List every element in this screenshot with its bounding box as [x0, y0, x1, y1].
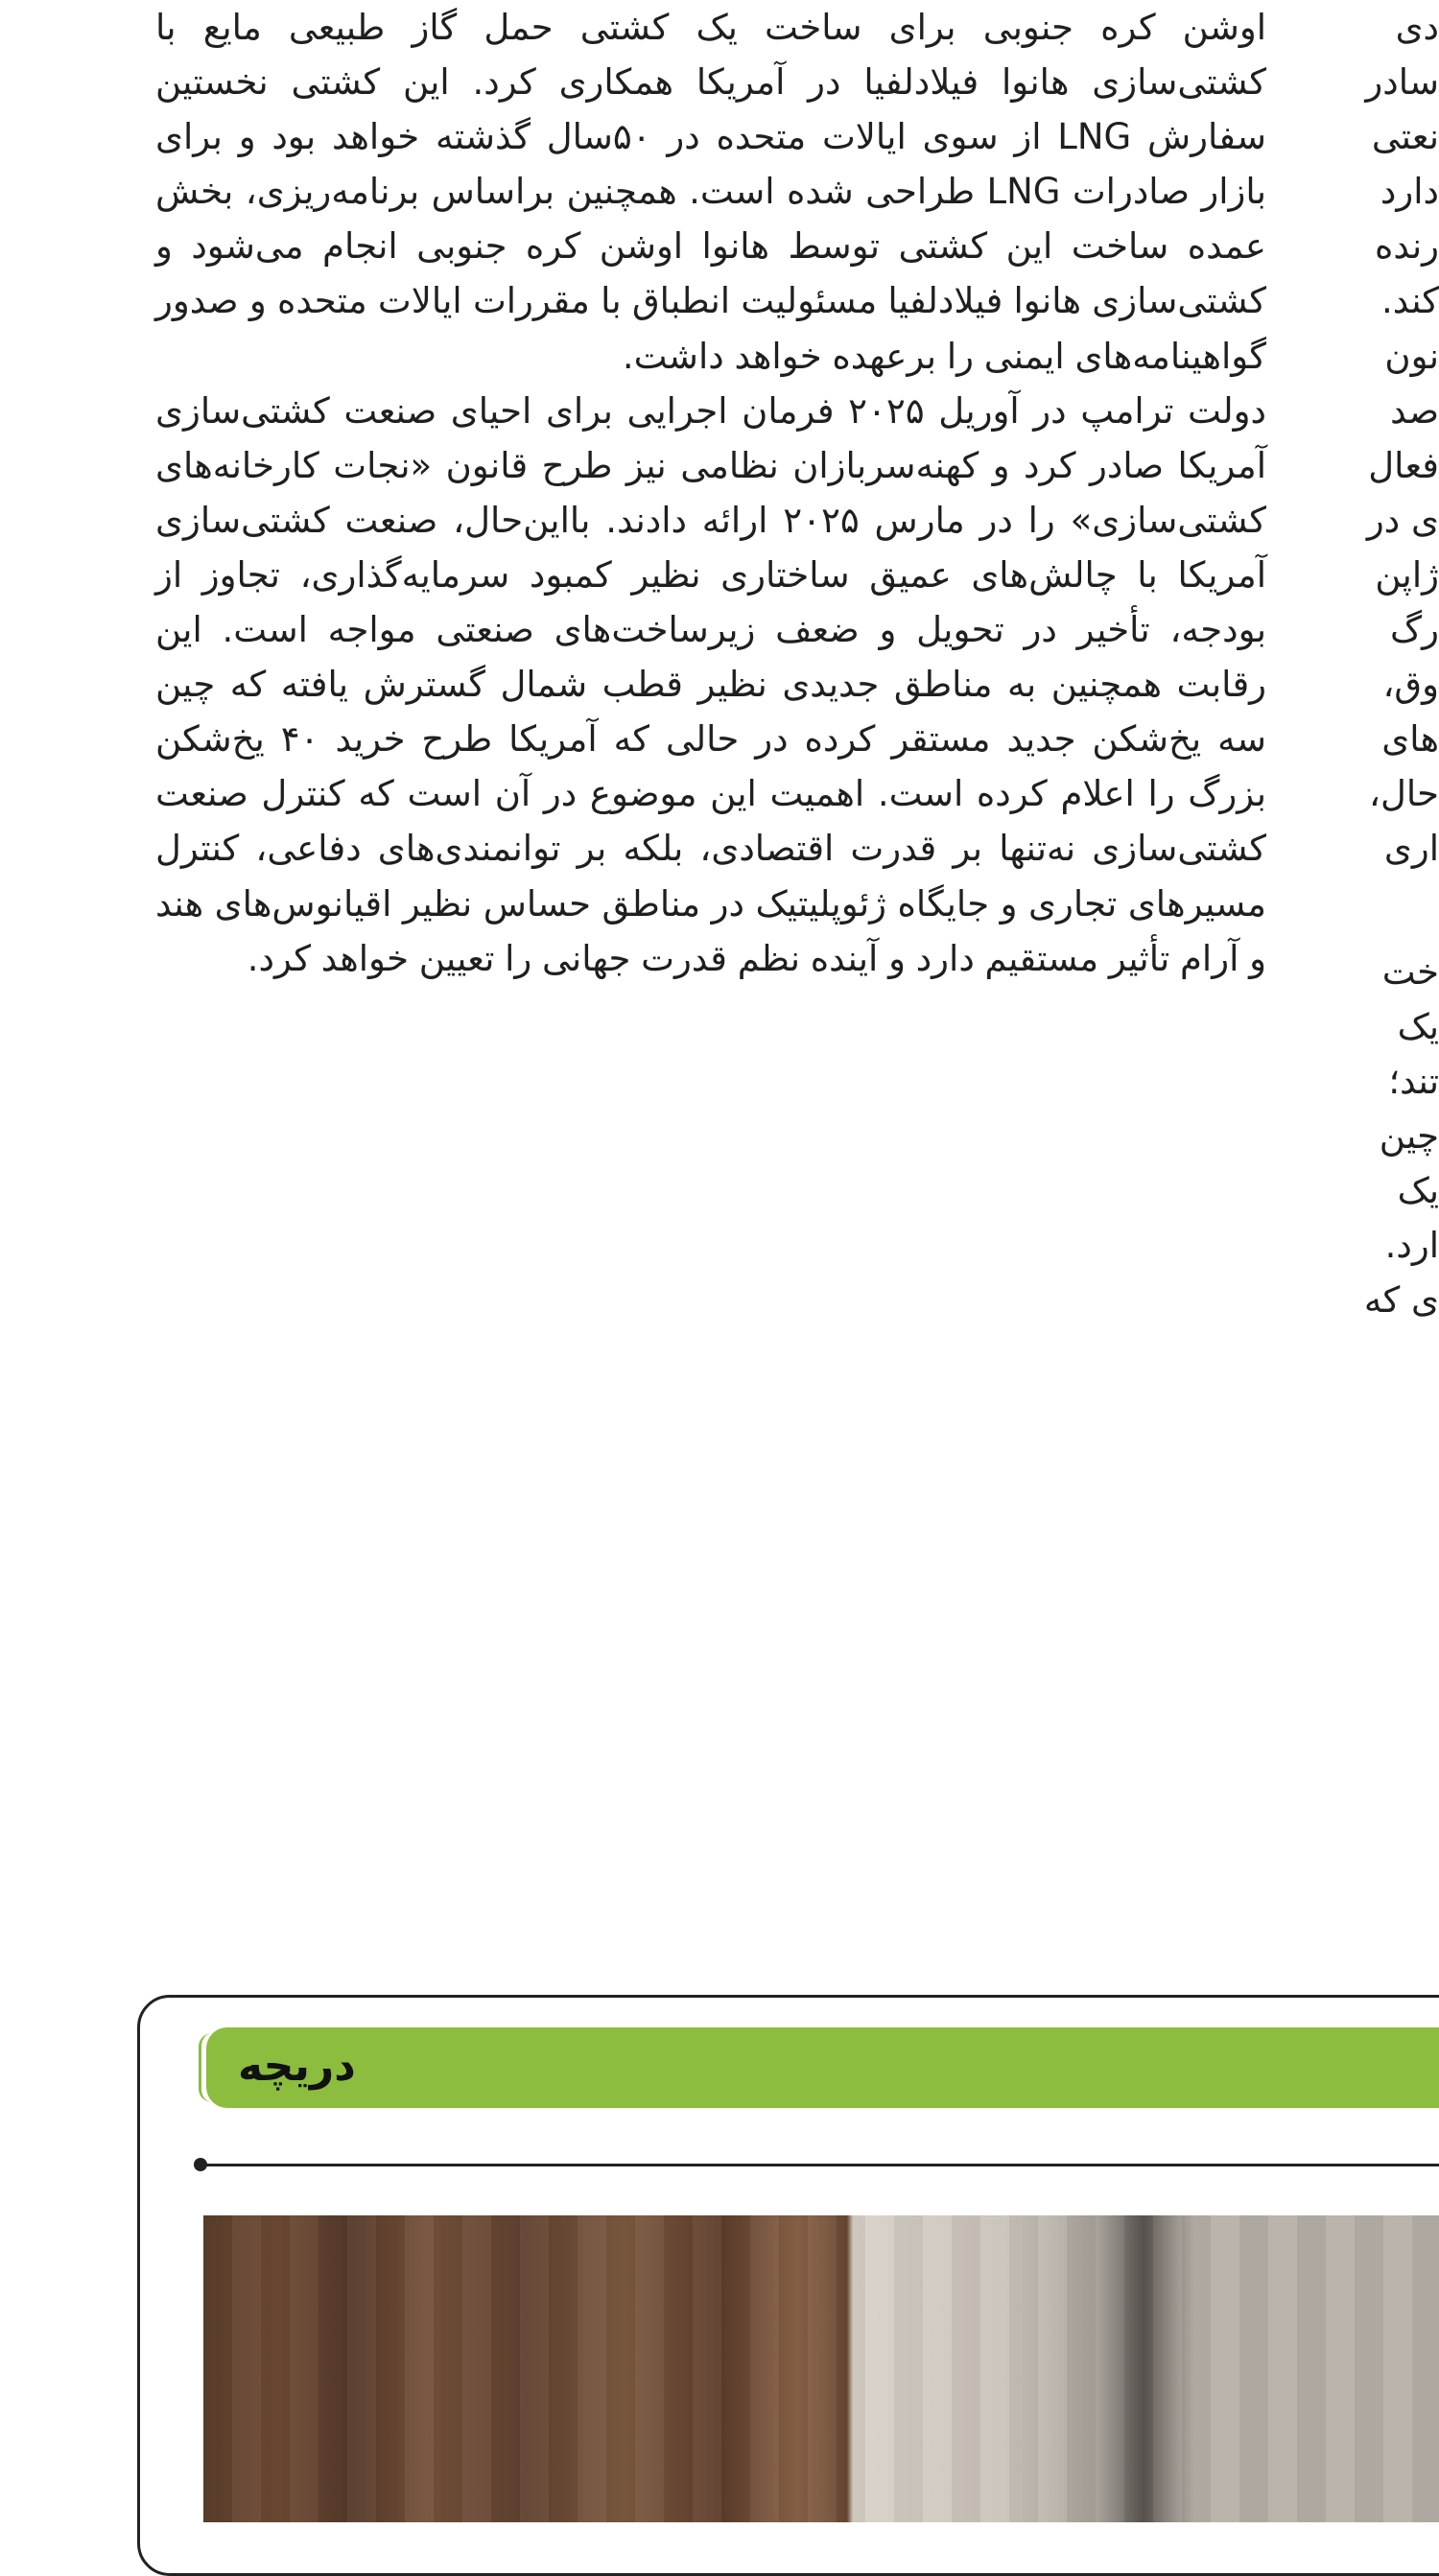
text-fragment: تند؛ [1388, 1060, 1439, 1102]
text-fragment: رنده [1375, 225, 1439, 268]
text-fragment: نون [1384, 335, 1439, 377]
adjacent-column-fragment [1351, 0, 1439, 1327]
text-fragment: فعال [1368, 444, 1439, 486]
text-fragment: نعتی [1371, 116, 1439, 158]
text-fragment: دارد [1380, 171, 1439, 213]
text-fragment: رگ [1390, 609, 1439, 651]
text-fragment: دی [1395, 7, 1439, 48]
paragraph: دولت ترامپ در آوریل ۲۰۲۵ فرمان اجرایی برای احیای صنعت کشتی‌سازی آمریکا صادر کرد و کهنه‌سربازان نظامی نیز طرح قانون «نجات کارخانه‌های کشتی‌سازی» را در مارس ۲۰۲۵ ارائه دادند. بااین‌حال، صنعت کشتی‌سازی آمریکا با چالش‌های عمیق ساختاری نظیر کمبود سرمایه‌گذاری، تجاوز از بودجه، تأخیر در تحویل و ضعف زیرساخت‌های صنعتی مواجه است. این رقابت همچنین به مناطق جدیدی نظیر قطب شمال گسترش یافته که چین سه یخ‌شکن جدید مستقر کرده در حالی که آمریکا طرح خرید ۴۰ یخ‌شکن بزرگ را اعلام کرده است. اهمیت این موضوع در آن است که کنترل صنعت کشتی‌سازی نه‌تنها بر قدرت اقتصادی، بلکه بر توانمندی‌های دفاعی، کنترل مسیرهای تجاری و جایگاه ژئوپلیتیک در مناطق حساس نظیر اقیانوس‌های هند و آرام تأثیر مستقیم دارد و آینده نظم قدرت جهانی را تعیین خواهد کرد. [155, 389, 1266, 979]
text-fragment: یک [1397, 1169, 1439, 1211]
text-fragment: سادر [1365, 61, 1439, 104]
text-fragment: ی که [1363, 1279, 1439, 1322]
divider-line [201, 2164, 1439, 2166]
article-photo [203, 2215, 1439, 2522]
section-title: دریچه [238, 2042, 356, 2091]
text-fragment: وق، [1382, 664, 1439, 706]
section-title-bar [206, 2027, 1439, 2108]
text-fragment: کند. [1381, 280, 1439, 322]
text-fragment: ی در [1366, 499, 1439, 541]
text-fragment: صد [1390, 389, 1439, 432]
text-fragment: های [1381, 718, 1439, 761]
main-text-column [155, 0, 1266, 986]
text-fragment: ارد. [1384, 1224, 1439, 1266]
text-fragment: یک [1397, 1005, 1439, 1047]
text-fragment: چین [1379, 1114, 1439, 1157]
paragraph: اوشن کره جنوبی برای ساخت یک کشتی حمل گاز طبیعی مایع با کشتی‌سازی هانوا فیلادلفیا در آمریکا همکاری کرد. این کشتی نخستین سفارش LNG از سوی ایالات متحده در ۵۰سال گذشته خواهد بود و برای بازار صادرات LNG طراحی شده است. همچنین براساس برنامه‌ریزی، بخش عمده ساخت این کشتی توسط هانوا اوشن کره جنوبی انجام می‌شود و کشتی‌سازی هانوا فیلادلفیا مسئولیت انطباق با مقررات ایالات متحده و صدور گواهینامه‌های ایمنی را برعهده خواهد داشت. [155, 7, 1266, 377]
text-fragment: خت [1381, 950, 1439, 993]
divider-dot [194, 2158, 207, 2171]
text-fragment: ژاپن [1375, 553, 1439, 596]
text-fragment: اری [1383, 828, 1439, 870]
text-fragment: حال، [1369, 773, 1439, 815]
